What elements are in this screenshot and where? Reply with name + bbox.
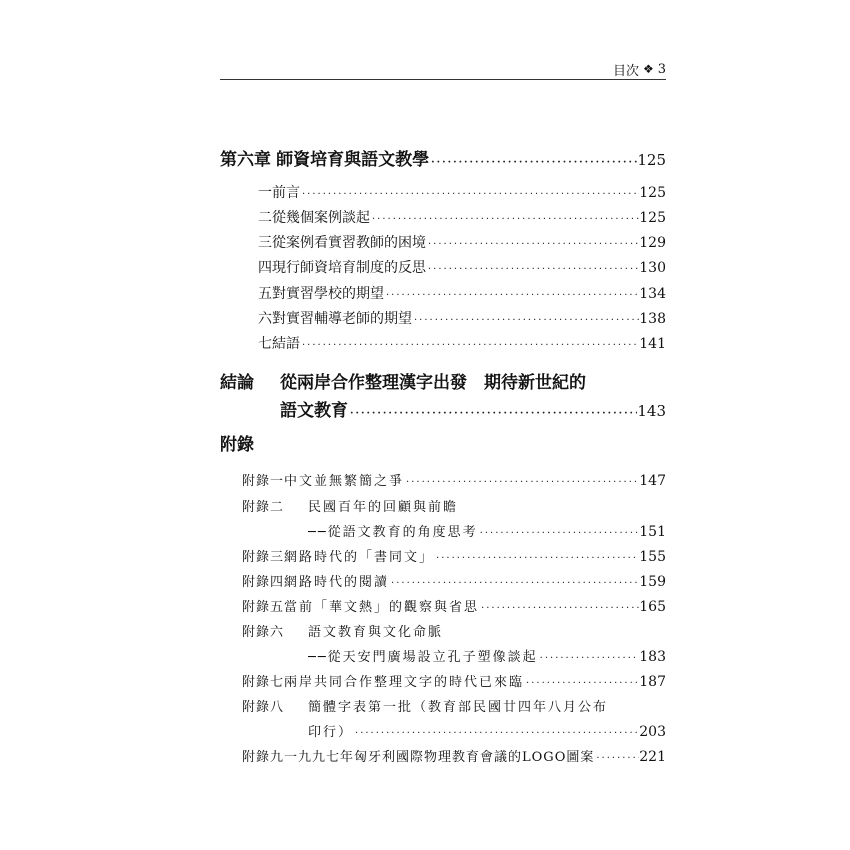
toc-item[interactable] [258, 182, 666, 202]
item-number: 七 [258, 336, 272, 352]
appendix-number: 附錄一 [242, 474, 285, 489]
page-number: 183 [639, 649, 666, 665]
toc-chapter-6[interactable] [220, 145, 666, 170]
appendix-number: 附錄四 [242, 575, 285, 590]
appendix-item[interactable] [242, 546, 666, 565]
appendix-title: 民國百年的回顧與前瞻 [308, 500, 459, 515]
item-title: 前言 [272, 185, 300, 201]
appendix-item[interactable] [242, 571, 666, 590]
page-number: 138 [639, 311, 666, 327]
leader-dots [426, 264, 639, 275]
conclusion-label: 結論 [220, 373, 254, 393]
leader-dots [370, 214, 639, 225]
appendix-title: 網路時代的閱讀 [284, 575, 390, 590]
appendix-heading: 附錄 [220, 435, 254, 455]
toc-item[interactable] [258, 333, 666, 353]
leader-dots [426, 239, 639, 250]
item-number: 一 [258, 185, 272, 201]
item-title: 對實習輔導老師的期望 [272, 311, 412, 327]
appendix-item[interactable] [242, 596, 666, 615]
appendix-item[interactable] [242, 671, 666, 690]
toc-conclusion-heading[interactable] [220, 368, 586, 393]
item-number: 六 [258, 311, 272, 327]
item-title: 從幾個案例談起 [272, 210, 370, 226]
toc-conclusion[interactable] [280, 396, 666, 421]
page-number: 141 [639, 336, 666, 352]
toc-item[interactable] [258, 308, 666, 328]
appendix-number: 附錄九 [242, 750, 285, 765]
leader-dots [524, 678, 639, 689]
appendix-subtitle-line[interactable] [308, 521, 666, 540]
leader-dots [404, 477, 639, 488]
toc-item[interactable] [258, 257, 666, 277]
appendix-number: 附錄六 [242, 625, 285, 640]
page-number: 134 [639, 286, 666, 302]
item-number: 四 [258, 260, 272, 276]
page-number: 159 [639, 574, 666, 590]
ornament-icon: ❖ [642, 62, 654, 76]
leader-dots [594, 753, 639, 764]
header-rule [220, 79, 666, 80]
appendix-item[interactable] [242, 746, 666, 765]
page-number: 147 [639, 473, 666, 489]
leader-dots [348, 408, 637, 419]
appendix-number: 附錄八 [242, 700, 285, 715]
leader-dots [478, 528, 640, 539]
appendix-item[interactable] [242, 470, 666, 489]
page-number: 129 [639, 235, 666, 251]
leader-dots [429, 157, 637, 168]
conclusion-title-line2: 語文教育 [280, 401, 348, 421]
appendix-item[interactable] [242, 496, 666, 515]
leader-dots [479, 603, 639, 614]
appendix-title: 簡體字表第一批（教育部民國廿四年八月公布 [308, 700, 609, 715]
appendix-title: 兩岸共同合作整理文字的時代已來臨 [284, 675, 525, 690]
leader-dots [538, 653, 640, 664]
item-number: 二 [258, 210, 272, 226]
leader-dots [353, 728, 639, 739]
header-page-number: 3 [657, 61, 666, 77]
header-section-title: 目次 [612, 63, 639, 79]
leader-dots [412, 315, 639, 326]
running-header [220, 60, 666, 78]
leader-dots [300, 189, 639, 200]
appendix-number: 附錄二 [242, 500, 285, 515]
appendix-number: 附錄五 [242, 600, 285, 615]
appendix-subtitle: ──從語文教育的角度思考 [308, 525, 478, 540]
appendix-title: 網路時代的「書同文」 [284, 550, 435, 565]
conclusion-title-line1: 從兩岸合作整理漢字出發 期待新世紀的 [280, 373, 586, 393]
page-number: 187 [639, 674, 666, 690]
appendix-number: 附錄三 [242, 550, 285, 565]
item-title: 從案例看實習教師的困境 [272, 235, 426, 251]
appendix-subtitle: 印行） [308, 725, 354, 740]
leader-dots [300, 340, 639, 351]
item-number: 五 [258, 286, 272, 302]
page-number: 143 [637, 402, 666, 420]
toc-item[interactable] [258, 207, 666, 227]
page-number: 125 [639, 185, 666, 201]
appendix-title: 當前「華文熱」的觀察與省思 [284, 600, 480, 615]
page-number: 130 [639, 260, 666, 276]
item-title: 結語 [272, 336, 300, 352]
appendix-subtitle-line[interactable] [308, 721, 666, 740]
appendix-subtitle-line[interactable] [308, 646, 666, 665]
page-number: 151 [639, 524, 666, 540]
appendix-number: 附錄七 [242, 675, 285, 690]
page-number: 221 [639, 749, 666, 765]
appendix-title: 中文並無繁簡之爭 [284, 474, 405, 489]
appendix-item[interactable] [242, 621, 666, 640]
toc-item[interactable] [258, 232, 666, 252]
appendix-title: 語文教育與文化命脈 [308, 625, 444, 640]
page-number: 155 [639, 549, 666, 565]
item-title: 現行師資培育制度的反思 [272, 260, 426, 276]
appendix-subtitle: ──從天安門廣場設立孔子塑像談起 [308, 650, 538, 665]
leader-dots [434, 553, 639, 564]
leader-dots [389, 578, 639, 589]
leader-dots [384, 290, 639, 301]
page-number: 165 [639, 599, 666, 615]
chapter-title: 師資培育與語文教學 [276, 150, 430, 170]
appendix-title: 一九九七年匈牙利國際物理教育會議的LOGO圖案 [284, 750, 595, 765]
page-number: 203 [639, 724, 666, 740]
page-number: 125 [637, 151, 666, 169]
item-title: 對實習學校的期望 [272, 286, 384, 302]
page-number: 125 [639, 210, 666, 226]
item-number: 三 [258, 235, 272, 251]
appendix-item[interactable] [242, 696, 666, 715]
chapter-label: 第六章 [220, 150, 271, 170]
toc-item[interactable] [258, 283, 666, 303]
